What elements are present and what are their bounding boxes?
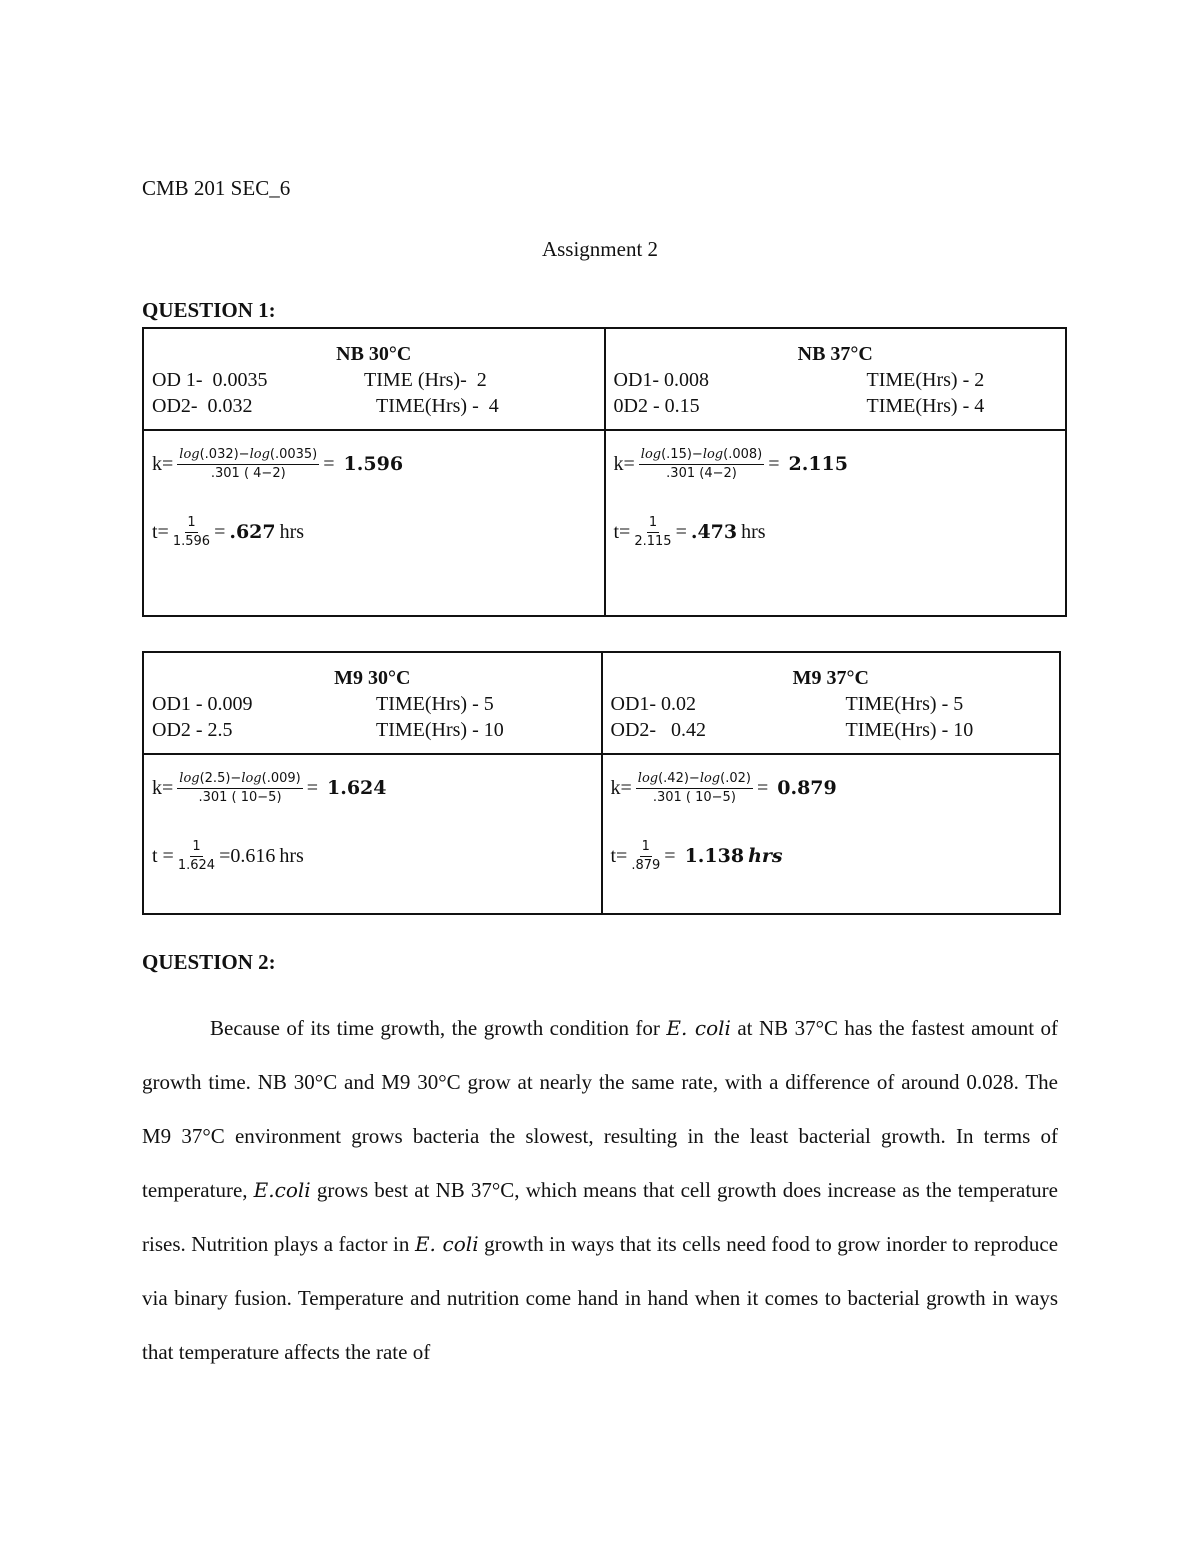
species-name: E.coli [253,1178,311,1202]
condition-label: NB 37°C [797,343,873,365]
k-fraction [639,447,764,482]
k-numerator: log(2.5)−log(.009) [177,771,302,789]
t-label: t = [152,844,174,867]
t-fraction [634,515,671,550]
m9-calculation-table [142,651,1061,915]
t-equation [152,507,596,557]
t-numerator: 1 [185,515,197,533]
question-2-heading: QUESTION 2: [142,950,276,974]
species-name: E. coli [414,1232,479,1256]
species-name: E. coli [666,1016,731,1040]
t-equation [611,831,1052,881]
equals-sign: = [675,520,687,543]
time2-value: TIME(Hrs) - 4 [866,395,985,417]
t-equation [614,507,1058,557]
equals-sign: = [214,520,226,543]
nb-30-formula-cell [143,430,605,616]
time1-value: TIME(Hrs) - 5 [376,693,494,715]
t-denominator: 2.115 [634,533,672,549]
k-equation [152,763,593,813]
condition-label: M9 30°C [334,667,411,689]
course-heading: CMB 201 SEC_6 [142,176,291,200]
t-result: 1.138 [684,845,745,867]
equals-sign: = [323,452,340,475]
t-unit: hrs [279,844,304,867]
condition-label: NB 30°C [336,343,412,365]
k-label: k= [610,776,632,799]
t-result: .473 [690,521,738,543]
t-label: t= [152,520,169,543]
equals-sign: = [664,844,681,867]
t-label: t= [613,520,631,543]
nb-37-formula-cell [605,430,1067,616]
od1-value: OD1- 0.008 [613,369,710,391]
equals-sign: = [306,776,323,799]
od1-value: OD 1- 0.0035 [152,369,268,391]
k-equation [611,763,1052,813]
t-fraction [631,839,660,874]
k-result: 2.115 [788,453,848,475]
k-equation [152,439,596,489]
t-value: =0.616 [219,844,276,867]
t-fraction [178,839,215,874]
m9-37-formula-cell [602,754,1061,914]
t-denominator: 1.596 [172,533,211,549]
k-label: k= [152,452,174,475]
time1-value: TIME(Hrs) - 2 [866,369,985,391]
k-fraction [177,447,319,482]
condition-label: M9 37°C [792,667,869,689]
od2-value: OD2- 0.032 [152,395,253,417]
t-unit: hrs [748,845,783,867]
t-label: t= [610,844,628,867]
answer-text-3: grows best at NB 37°C, which means that cell growth does increase as the temperature rises. Nutrition plays a factor in [142,1178,1058,1256]
m9-37-data-cell [602,652,1061,754]
t-unit: hrs [741,520,766,543]
nb-37-data-cell [605,328,1067,430]
time1-value: TIME (Hrs)- 2 [364,369,487,391]
k-fraction [636,771,753,806]
k-numerator: log(.15)−log(.008) [639,447,764,465]
m9-30-formula-cell [143,754,602,914]
k-denominator: .301 ( 4−2) [210,465,286,481]
time2-value: TIME(Hrs) - 10 [845,719,974,741]
k-denominator: .301 ( 10−5) [198,789,282,805]
nb-30-data-cell [143,328,605,430]
t-equation [152,831,593,881]
k-denominator: .301 (4−2) [666,465,737,481]
k-fraction [177,771,302,806]
k-numerator: log(.42)−log(.02) [636,771,753,789]
k-label: k= [613,452,635,475]
od1-value: OD1- 0.02 [610,693,697,715]
k-result: 0.879 [777,777,837,799]
equals-sign: = [756,776,774,799]
t-denominator: 1.624 [177,857,216,873]
m9-30-data-cell [143,652,602,754]
k-numerator: log(.032)−log(.0035) [177,447,319,465]
t-numerator: 1 [190,839,202,857]
t-denominator: .879 [631,857,661,873]
time2-value: TIME(Hrs) - 10 [376,719,504,741]
t-result: .627 [229,521,276,543]
time1-value: TIME(Hrs) - 5 [845,693,964,715]
answer-text-2: at NB 37°C has the fastest amount of growth time. NB 30°C and M9 30°C grow at nearly the same rate, with a difference of around 0.028. The M9 37°C environment grows bacteria the slowest, resulting in the least bacterial growth. In terms of temperature, [142,1016,1058,1202]
k-label: k= [152,776,174,799]
od2-value: OD2- 0.42 [610,719,707,741]
od2-value: OD2 - 2.5 [152,719,233,741]
nb-calculation-table [142,327,1067,617]
equals-sign: = [768,452,785,475]
od2-value: 0D2 - 0.15 [613,395,700,417]
t-unit: hrs [279,520,305,543]
k-result: 1.624 [327,777,387,799]
k-result: 1.596 [343,453,404,475]
assignment-title: Assignment 2 [541,237,659,261]
time2-value: TIME(Hrs) - 4 [376,395,499,417]
k-equation [614,439,1058,489]
t-numerator: 1 [640,839,652,857]
od1-value: OD1 - 0.009 [152,693,253,715]
question-1-heading: QUESTION 1: [142,298,276,322]
t-numerator: 1 [647,515,659,533]
answer-text-1: Because of its time growth, the growth condition for [210,1016,667,1040]
k-denominator: .301 ( 10−5) [652,789,736,805]
answer-paragraph [142,1001,1058,1379]
t-fraction [173,515,210,550]
answer-text-4: growth in ways that its cells need food to grow inorder to reproduce via binary fusion. Temperature and nutrition come hand in hand when it comes to bacterial growth in ways that temperature affects the rate of [142,1232,1059,1364]
